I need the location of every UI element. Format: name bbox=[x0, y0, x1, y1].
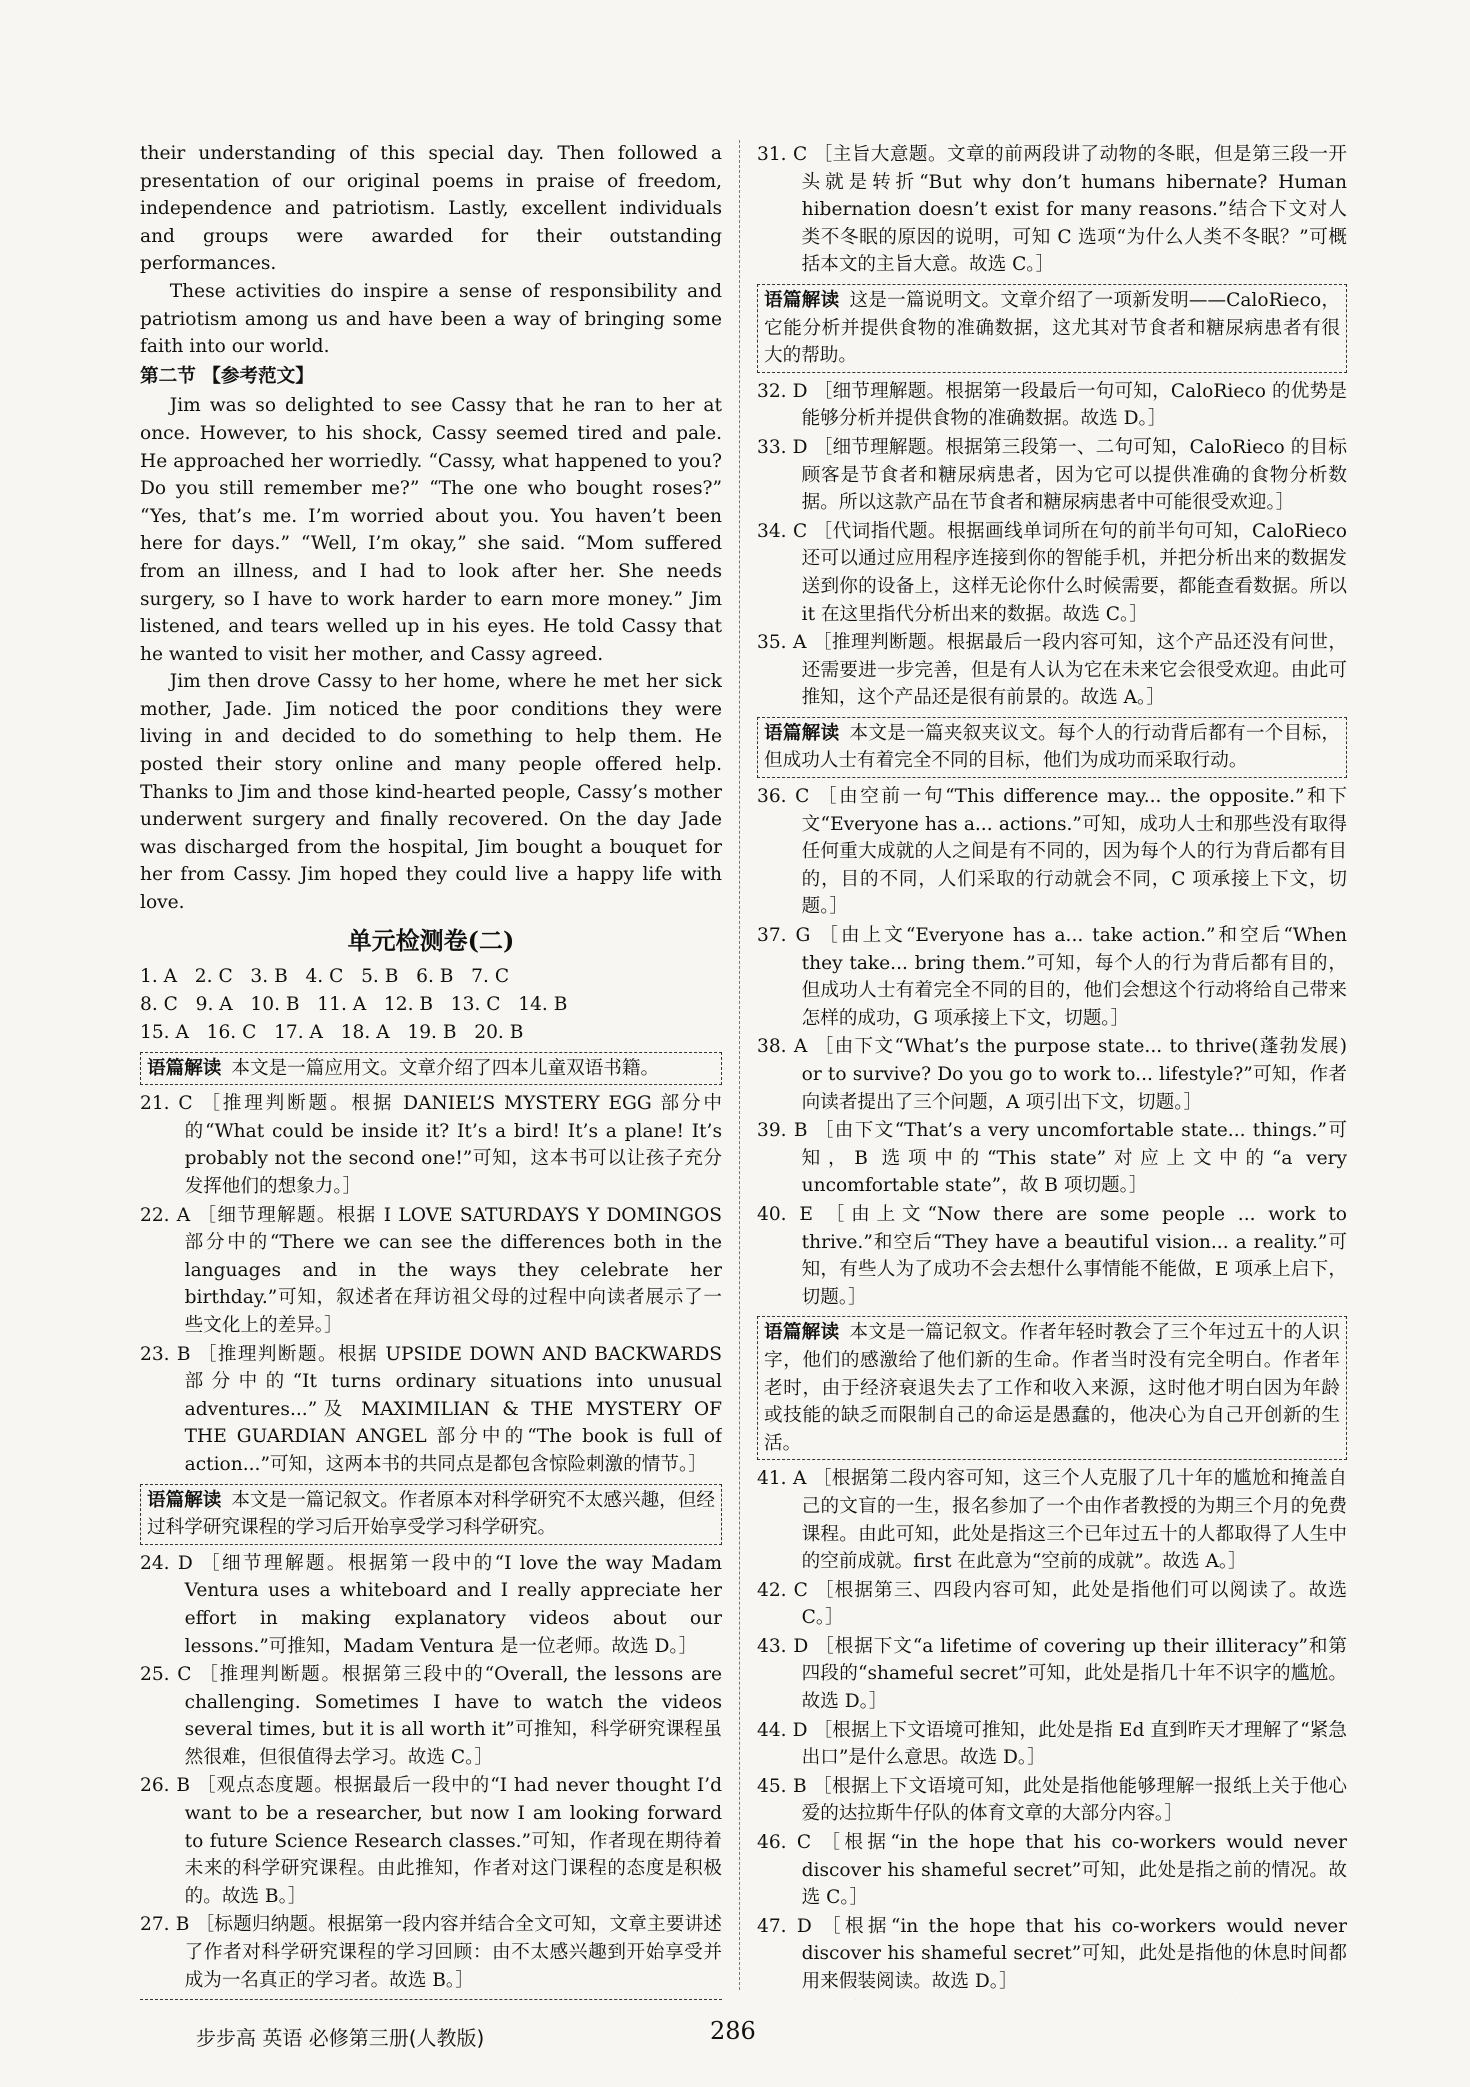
reading-box-text: 这是一篇说明文。文章介绍了一项新发明——CaloRieco，它能分析并提供食物的准确数据，这尤其对节食者和糖尿病患者有很大的帮助。 bbox=[764, 289, 1340, 367]
reading-box bbox=[140, 1999, 722, 2000]
answer-item: 42. C ［根据第三、四段内容可知，此处是指他们可以阅读了。故选 C。］ bbox=[757, 1579, 1347, 1629]
answer-item bbox=[757, 1997, 1347, 2000]
intro-paragraph-2: These activities do inspire a sense of responsibility and patriotism among us and have been a way of bringing some faith into our world. bbox=[140, 280, 722, 358]
footer-book-info: 步步高 英语 必修第三册(人教版) bbox=[196, 2026, 485, 2050]
reading-box bbox=[140, 1052, 722, 1086]
reading-box bbox=[140, 1484, 722, 1545]
answer-item: 35. A ［推理判断题。根据最后一段内容可知，这个产品还没有问世，还需要进一步完善，但是有人认为它在未来它会很受欢迎。由此可推知，这个产品还是很有前景的。故选 A。］ bbox=[757, 632, 1347, 709]
answer-item: 27. B ［标题归纳题。根据第一段内容并结合全文可知，文章主要讲述了作者对科学研究课程的学习回顾：由不太感兴趣到开始享受并成为一名真正的学习者。故选 B。］ bbox=[140, 1914, 722, 1991]
answer-item: 26. B ［观点态度题。根据最后一段中的“I had never thought I’d want to be a researcher, but now I am looking forward to future Science Research classes.”可知，作者现在期待着未来的科学研究课程。由此推知，作者对这门课程的态度是积极的。故选 B。］ bbox=[140, 1775, 722, 1907]
answer-item: 44. D ［根据上下文语境可推知，此处是指 Ed 直到昨天才理解了“紧急出口”是什么意思。故选 D。］ bbox=[757, 1719, 1347, 1769]
reading-box-text: 本文是一篇应用文。文章介绍了四本儿童双语书籍。 bbox=[231, 1057, 660, 1079]
answer-item: 23. B ［推理判断题。根据 UPSIDE DOWN AND BACKWARDS 部分中的“It turns ordinary situations into unusual adventures...”及 MAXIMILIAN & THE MYSTERY OF THE GUARDIAN ANGEL 部分中的“The book is full of action...”可知，这两本书的共同点是都包含惊险刺激的情节。］ bbox=[140, 1343, 722, 1475]
reading-box-label: 语篇解读 bbox=[764, 722, 840, 744]
answer-line: 8. C 9. A 10. B 11. A 12. B 13. C 14. B bbox=[140, 993, 568, 1015]
reading-box-text: 本文是一篇记叙文。作者原本对科学研究不太感兴趣，但经过科学研究课程的学习后开始享受学习科学研究。 bbox=[147, 1489, 715, 1539]
right-column bbox=[757, 140, 1347, 2000]
answer-item: 45. B ［根据上下文语境可知，此处是指他能够理解一报纸上关于他心爱的达拉斯牛仔队的体育文章的大部分内容。］ bbox=[757, 1775, 1347, 1825]
answer-item: 41. A ［根据第二段内容可知，这三个人克服了几十年的尴尬和掩盖自己的文盲的一生，报名参加了一个由作者教授的为期三个月的免费课程。由此可知，此处是指这三个已年过五十的人都取得了人生中的空前成就。first 在此意为“空前的成就”。故选 A。］ bbox=[757, 1468, 1347, 1573]
answer-item: 46. C ［根据“in the hope that his co-workers would never discover his shameful secret”可知，此处是指之前的情况。故选 C。］ bbox=[757, 1832, 1347, 1909]
reading-box-label: 语篇解读 bbox=[147, 1489, 222, 1511]
reading-box bbox=[757, 1316, 1347, 1460]
answer-item: 31. C ［主旨大意题。文章的前两段讲了动物的冬眠，但是第三段一开头就是转折“But why don’t humans hibernate? Human hibernation doesn’t exist for many reasons.”结合下文对人类不冬眠的原因的说明，可知 C 选项“为什么人类不冬眠？”可概括本文的主旨大意。故选 C。］ bbox=[757, 144, 1347, 276]
unit-title: 单元检测卷(二) bbox=[347, 925, 515, 955]
reading-box-text: 本文是一篇夹叙夹议文。每个人的行动背后都有一个目标，但成功人士有着完全不同的目标，他们为成功而采取行动。 bbox=[764, 722, 1340, 772]
answer-item: 39. B ［由下文“That’s a very uncomfortable state... things.”可知，B 选项中的“This state”对应上文中的“a very uncomfortable state”，故 B 项切题。］ bbox=[757, 1120, 1347, 1197]
reading-box-label: 语篇解读 bbox=[764, 289, 840, 311]
column-divider bbox=[739, 140, 740, 1990]
page-number: 286 bbox=[710, 2017, 756, 2045]
answer-item: 33. D ［细节理解题。根据第三段第一、二句可知，CaloRieco 的目标顾客是节食者和糖尿病患者，因为它可以提供准确的食物分析数据。所以这款产品在节食者和糖尿病患者中可能很受欢迎。］ bbox=[757, 436, 1347, 514]
section-heading: 第二节 【参考范文】 bbox=[140, 365, 314, 387]
answer-item: 36. C ［由空前一句“This difference may... the opposite.”和下文“Everyone has a... actions.”可知，成功人士和那些没有取得任何重大成就的人之间是有不同的，因为每个人的行为背后都有目的，目的不同，人们采取的行动就会不同，C 项承接上下文，切题。］ bbox=[757, 786, 1347, 918]
essay-paragraph-1: Jim was so delighted to see Cassy that he ran to her at once. However, to his shock, Cassy seemed tired and pale. He approached her worriedly. “Cassy, what happened to you? Do you still remember me?” “The one who bought roses?” “Yes, that’s me. I’m worried about you. You haven’t been here for days.” “Well, I’m okay,” she said. “Mom suffered from an illness, and I had to look after her. She needs surgery, so I have to work harder to earn more money.” Jim listened, and tears welled up in his eyes. He told Cassy that he wanted to visit her mother, and Cassy agreed. bbox=[140, 395, 722, 665]
answer-item: 25. C ［推理判断题。根据第三段中的“Overall, the lessons are challenging. Sometimes I have to watch the videos several times, but it is all worth it”可推知，科学研究课程虽然很难，但很值得去学习。故选 C。］ bbox=[140, 1664, 722, 1768]
reading-box-label: 语篇解读 bbox=[764, 1322, 840, 1344]
answer-item: 38. A ［由下文“What’s the purpose state... to thrive(蓬勃发展) or to survive? Do you go to work to... lifestyle?”可知，作者向读者提出了三个问题，A 项引出下文，切题。］ bbox=[757, 1036, 1347, 1113]
intro-paragraph-1: their understanding of this special day. Then followed a presentation of our original poems in praise of freedom, independence and patriotism. Lastly, excellent individuals and groups were awarded for their outstanding performances. bbox=[140, 143, 722, 275]
reading-box bbox=[757, 284, 1347, 373]
reading-box-label: 语篇解读 bbox=[147, 1057, 222, 1079]
answer-item: 34. C ［代词指代题。根据画线单词所在句的前半句可知，CaloRieco 还可以通过应用程序连接到你的智能手机，并把分析出来的数据发送到你的设备上，这样无论你什么时候需要，都能查看数据。所以 it 在这里指代分析出来的数据。故选 C。］ bbox=[757, 520, 1347, 625]
essay-paragraph-2: Jim then drove Cassy to her home, where he met her sick mother, Jade. Jim noticed the poor conditions they were living in and decided to do something to help them. He posted their story online and many people offered help. Thanks to Jim and those kind-hearted people, Cassy’s mother underwent surgery and finally recovered. On the day Jade was discharged from the hospital, Jim bought a bouquet for her from Cassy. Jim hoped they could live a happy life with love. bbox=[140, 671, 722, 914]
left-column bbox=[140, 140, 722, 2000]
answer-line: 15. A 16. C 17. A 18. A 19. B 20. B bbox=[140, 1021, 524, 1043]
answer-item: 24. D ［细节理解题。根据第一段中的“I love the way Madam Ventura uses a whiteboard and I really appreciate her effort in making explanatory videos about our lessons.”可推知，Madam Ventura 是一位老师。故选 D。］ bbox=[140, 1552, 722, 1657]
answer-item: 40. E ［由上文“Now there are some people ... work to thrive.”和空后“They have a beautiful vision... a reality.”可知，有些人为了成功不会去想什么事情能不能做，E 项承上启下，切题。］ bbox=[757, 1203, 1347, 1308]
answer-line: 1. A 2. C 3. B 4. C 5. B 6. B 7. C bbox=[140, 965, 510, 987]
answer-item: 21. C ［推理判断题。根据 DANIEL’S MYSTERY EGG 部分中的“What could be inside it? It’s a bird! It’s a plane! It’s probably not the second one!”可知，这本书可以让孩子充分发挥他们的想象力。］ bbox=[140, 1093, 722, 1197]
answer-item: 43. D ［根据下文“a lifetime of covering up their illiteracy”和第四段的“shameful secret”可知，此处是指几十年不识字的尴尬。故选 D。］ bbox=[757, 1635, 1347, 1713]
answer-item: 32. D ［细节理解题。根据第一段最后一句可知，CaloRieco 的优势是能够分析并提供食物的准确数据。故选 D。］ bbox=[757, 380, 1347, 430]
answer-item: 22. A ［细节理解题。根据 I LOVE SATURDAYS Y DOMINGOS 部分中的“There we can see the differences both in the languages and in the ways they celebrate her birthday.”可知，叙述者在拜访祖父母的过程中向读者展示了一些文化上的差异。］ bbox=[140, 1204, 722, 1336]
reading-box bbox=[757, 717, 1347, 778]
answer-item: 37. G ［由上文“Everyone has a... take action.”和空后“When they take... bring them.”可知，每个人的行为背后都有目的，但成功人士有着完全不同的目的，他们会想这个行动将给自己带来怎样的成功，G 项承接上下文，切题。］ bbox=[757, 925, 1347, 1029]
reading-box-text: 本文是一篇记叙文。作者年轻时教会了三个年过五十的人识字，他们的感激给了他们新的生命。作者当时没有完全明白。作者年老时，由于经济衰退失去了工作和收入来源，这时他才明白因为年龄或技能的缺乏而限制自己的命运是愚蠢的，他决心为自己开创新的生活。 bbox=[764, 1322, 1340, 1454]
answer-item: 47. D ［根据“in the hope that his co-workers would never discover his shameful secret”可知，此处是指他的休息时间都用来假装阅读。故选 D。］ bbox=[757, 1915, 1347, 1992]
